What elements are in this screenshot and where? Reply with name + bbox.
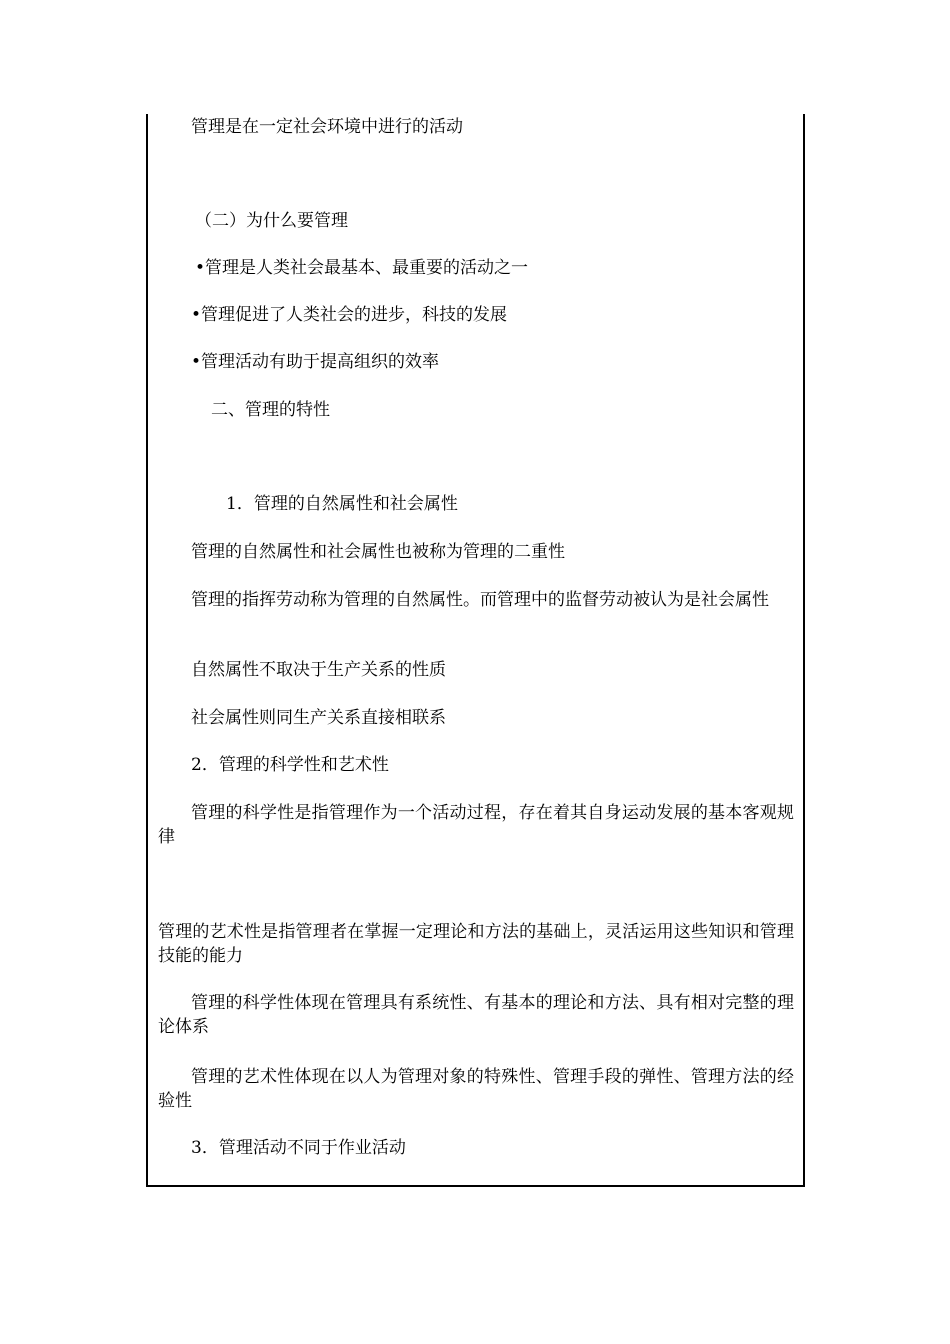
paragraph: 管理的科学性体现在管理具有系统性、有基本的理论和方法、具有相对完整的理论体系: [158, 993, 794, 1037]
section-heading: （二）为什么要管理: [195, 211, 348, 231]
bullet-item: •管理是人类社会最基本、最重要的活动之一: [195, 258, 529, 278]
text-line: 管理的自然属性和社会属性也被称为管理的二重性: [191, 542, 565, 562]
text-line: 社会属性则同生产关系直接相联系: [191, 708, 446, 728]
section-heading: 二、管理的特性: [211, 400, 330, 420]
paragraph: 管理的艺术性体现在以人为管理对象的特殊性、管理手段的弹性、管理方法的经验性: [158, 1067, 794, 1111]
text-line: 自然属性不取决于生产关系的性质: [191, 660, 446, 680]
bullet-item: •管理促进了人类社会的进步，科技的发展: [191, 305, 508, 325]
paragraph: 管理的科学性是指管理作为一个活动过程，存在着其自身运动发展的基本客观规律: [158, 803, 794, 847]
paragraph: 管理的艺术性是指管理者在掌握一定理论和方法的基础上，灵活运用这些知识和管理技能的能力: [158, 922, 794, 966]
subsection-heading: 2．管理的科学性和艺术性: [191, 755, 389, 775]
subsection-heading: 3．管理活动不同于作业活动: [191, 1138, 406, 1158]
text-line: 管理是在一定社会环境中进行的活动: [191, 117, 463, 137]
bullet-item: •管理活动有助于提高组织的效率: [191, 352, 440, 372]
subsection-heading: 1．管理的自然属性和社会属性: [226, 494, 458, 514]
paragraph: 管理的指挥劳动称为管理的自然属性。而管理中的监督劳动被认为是社会属性: [191, 590, 769, 610]
